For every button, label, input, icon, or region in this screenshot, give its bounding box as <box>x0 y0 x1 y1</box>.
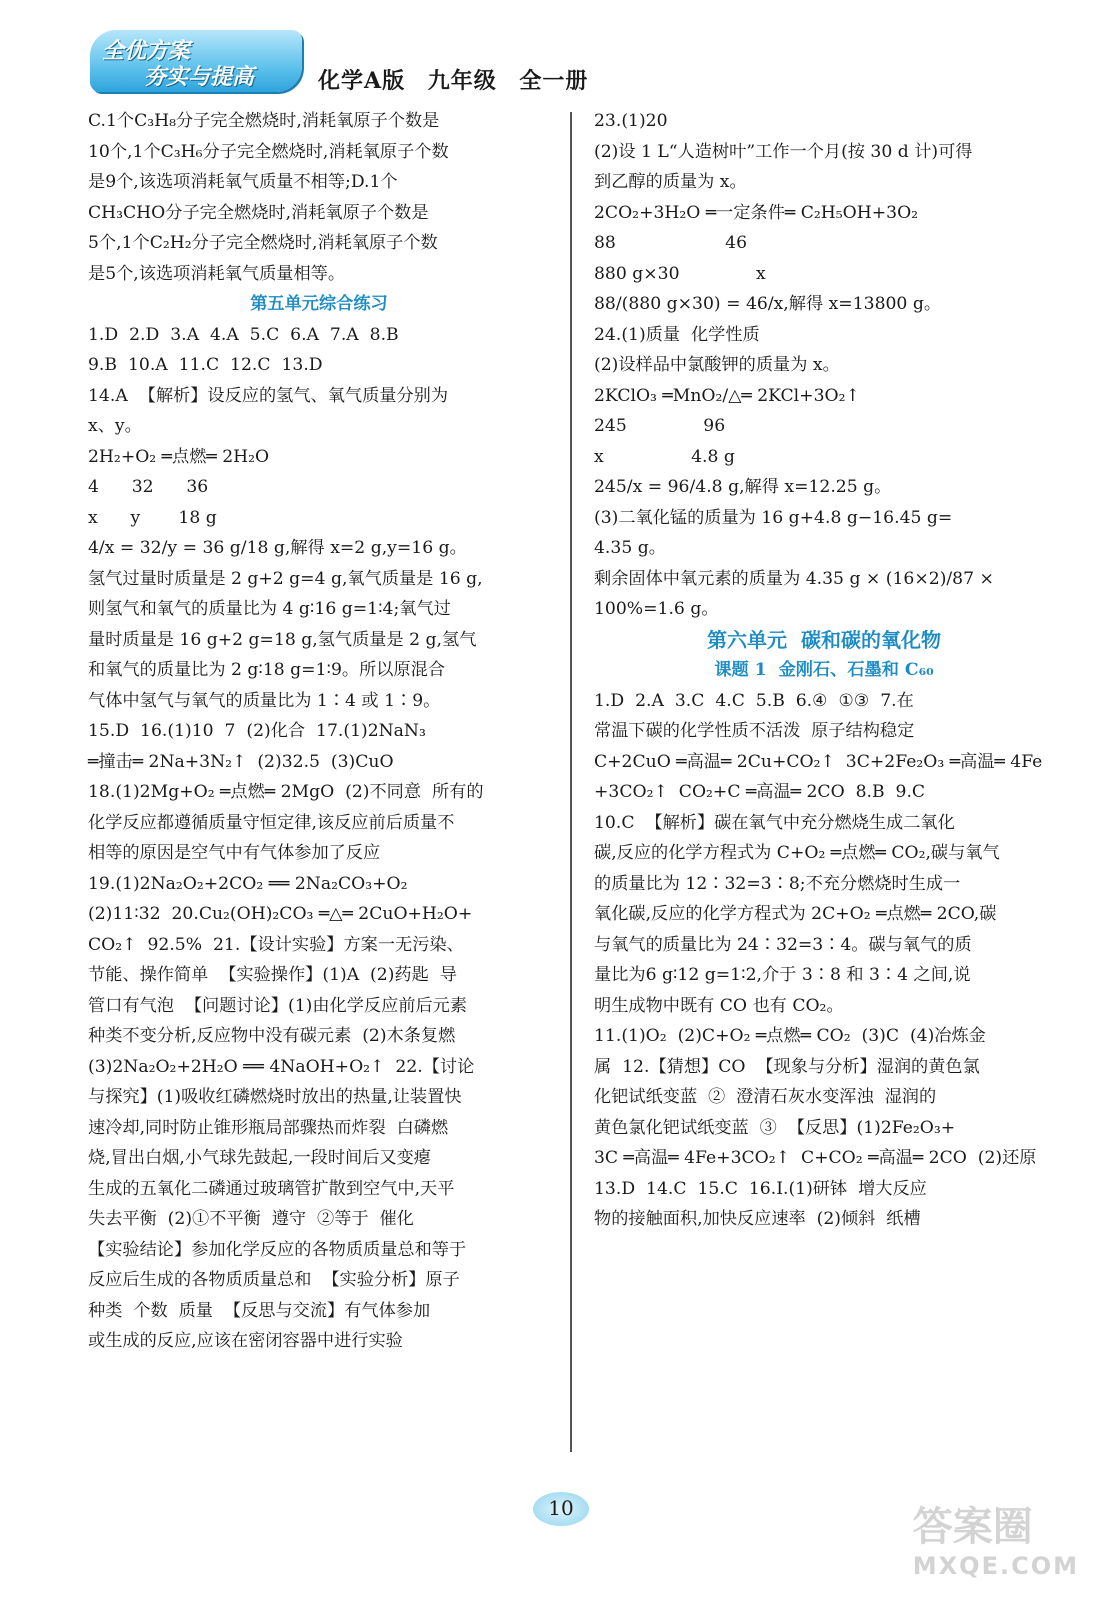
text-line: 速冷却,同时防止锥形瓶局部骤热而炸裂 白磷燃 <box>88 1117 449 1138</box>
watermark-text: 答案圈 <box>912 1504 1033 1550</box>
text-line: (2)设样品中氯酸钾的质量为 x。 <box>594 355 840 375</box>
section-heading: 第六单元 碳和碳的氧化物 <box>707 627 941 652</box>
watermark-url: MXQE.COM <box>912 1552 1079 1580</box>
text-line: 4 32 36 <box>88 477 209 497</box>
text-line: 黄色氯化钯试纸变蓝 ③ 【反思】(1)2Fe₂O₃+ <box>594 1117 956 1138</box>
text-line: C+2CuO ═高温═ 2Cu+CO₂↑ 3C+2Fe₂O₃ ═高温═ 4Fe <box>594 751 1043 772</box>
text-line: 与氧气的质量比为 24∶32=3∶4。碳与氧气的质 <box>594 934 972 955</box>
text-line: 1.D 2.D 3.A 4.A 5.C 6.A 7.A 8.B <box>88 324 399 345</box>
text-line: 是9个,该选项消耗氧气质量不相等;D.1个 <box>88 172 398 192</box>
text-line: 88/(880 g×30) = 46/x,解得 x=13800 g。 <box>594 294 942 314</box>
text-line: 2KClO₃ ═MnO₂/△═ 2KCl+3O₂↑ <box>594 385 860 406</box>
text-line: 2CO₂+3H₂O ═一定条件═ C₂H₅OH+3O₂ <box>594 202 919 223</box>
text-line: 18.(1)2Mg+O₂ ═点燃═ 2MgO (2)不同意 所有的 <box>88 782 484 802</box>
text-line: 【实验结论】参加化学反应的各物质质量总和等于 <box>88 1239 467 1260</box>
section-heading: 课题 1 金刚石、石墨和 C₆₀ <box>714 660 934 680</box>
section-heading: 第五单元综合练习 <box>250 294 388 314</box>
text-line: x 4.8 g <box>594 446 735 467</box>
text-line: 88 46 <box>594 233 748 253</box>
text-line: 23.(1)20 <box>594 111 668 131</box>
text-line: 10.C 【解析】碳在氧气中充分燃烧生成二氧化 <box>594 812 955 833</box>
text-line: CH₃CHO分子完全燃烧时,消耗氧原子个数是 <box>88 202 429 223</box>
text-line: 剩余固体中氧元素的质量为 4.35 g × (16×2)/87 × <box>594 568 994 589</box>
text-line: 与探究】(1)吸收红磷燃烧时放出的热量,让装置快 <box>88 1087 462 1107</box>
watermark <box>913 1495 1079 1580</box>
text-line: 245/x = 96/4.8 g,解得 x=12.25 g。 <box>594 477 892 497</box>
text-line: x y 18 g <box>88 507 217 528</box>
text-line: 14.A 【解析】设反应的氢气、氧气质量分别为 <box>88 385 449 406</box>
text-line: 种类不变分析,反应物中没有碳元素 (2)木条复燃 <box>88 1026 456 1046</box>
text-line: 19.(1)2Na₂O₂+2CO₂ ══ 2Na₂CO₃+O₂ <box>88 873 408 894</box>
text-line: (3)2Na₂O₂+2H₂O ══ 4NaOH+O₂↑ 22.【讨论 <box>88 1056 475 1077</box>
left-column <box>88 106 550 1357</box>
text-line: 9.B 10.A 11.C 12.C 13.D <box>88 355 323 375</box>
text-line: ═撞击═ 2Na+3N₂↑ (2)32.5 (3)CuO <box>88 751 394 772</box>
text-line: 和氧气的质量比为 2 g∶18 g=1∶9。所以原混合 <box>88 660 446 680</box>
column-divider <box>570 112 572 1452</box>
text-line: 3C ═高温═ 4Fe+3CO₂↑ C+CO₂ ═高温═ 2CO (2)还原 <box>594 1148 1037 1168</box>
text-line: 4.35 g。 <box>594 538 666 558</box>
text-line: 化钯试纸变蓝 ② 澄清石灰水变浑浊 湿润的 <box>594 1087 937 1107</box>
text-line: 种类 个数 质量 【反思与交流】有气体参加 <box>88 1300 431 1321</box>
text-line: 24.(1)质量 化学性质 <box>594 324 760 345</box>
text-line: 常温下碳的化学性质不活泼 原子结构稳定 <box>594 721 915 741</box>
text-line: 管口有气泡 【问题讨论】(1)由化学反应前后元素 <box>88 995 468 1016</box>
text-line: 245 96 <box>594 416 726 436</box>
text-line: 880 g×30 x <box>594 263 766 284</box>
text-line: 到乙醇的质量为 x。 <box>594 172 747 192</box>
page-number: 10 <box>521 1486 601 1530</box>
text-line: 相等的原因是空气中有气体参加了反应 <box>88 843 381 863</box>
text-line: C.1个C₃H₈分子完全燃烧时,消耗氧原子个数是 <box>88 111 440 131</box>
text-line: 化学反应都遵循质量守恒定律,该反应前后质量不 <box>88 812 455 833</box>
text-line: (2)设 1 L“人造树叶”工作一个月(按 30 d 计)可得 <box>594 141 973 162</box>
logo-line1: 全优方案 <box>102 39 191 64</box>
text-line: 气体中氢气与氧气的质量比为 1∶4 或 1∶9。 <box>88 690 441 711</box>
right-column <box>594 106 1054 1235</box>
text-line: 则氢气和氧气的质量比为 4 g∶16 g=1∶4;氧气过 <box>88 599 451 619</box>
text-line: 5个,1个C₂H₂分子完全燃烧时,消耗氧原子个数 <box>88 233 438 253</box>
text-line: 量比为6 g∶12 g=1∶2,介于 3∶8 和 3∶4 之间,说 <box>594 965 971 985</box>
text-line: 属 12.【猜想】CO 【现象与分析】湿润的黄色氯 <box>594 1056 980 1077</box>
text-line: 量时质量是 16 g+2 g=18 g,氢气质量是 2 g,氢气 <box>88 629 477 650</box>
text-line: 是5个,该选项消耗氧气质量相等。 <box>88 263 346 284</box>
text-line: 11.(1)O₂ (2)C+O₂ ═点燃═ CO₂ (3)C (4)冶炼金 <box>594 1026 986 1046</box>
text-line: 100%=1.6 g。 <box>594 599 719 619</box>
text-line: 13.D 14.C 15.C 16.Ⅰ.(1)研钵 增大反应 <box>594 1178 927 1199</box>
text-line: (2)11∶32 20.Cu₂(OH)₂CO₃ ═△═ 2CuO+H₂O+ <box>88 904 473 924</box>
brand-logo <box>90 30 302 92</box>
text-line: 2H₂+O₂ ═点燃═ 2H₂O <box>88 446 270 467</box>
text-line: 反应后生成的各物质质量总和 【实验分析】原子 <box>88 1270 460 1290</box>
text-line: 4/x = 32/y = 36 g/18 g,解得 x=2 g,y=16 g。 <box>88 538 467 558</box>
text-line: 15.D 16.(1)10 7 (2)化合 17.(1)2NaN₃ <box>88 721 426 741</box>
text-line: 氢气过量时质量是 2 g+2 g=4 g,氧气质量是 16 g, <box>88 568 483 589</box>
text-line: 烧,冒出白烟,小气球先鼓起,一段时间后又变瘪 <box>88 1148 431 1168</box>
text-line: 氧化碳,反应的化学方程式为 2C+O₂ ═点燃═ 2CO,碳 <box>594 904 997 924</box>
text-line: 碳,反应的化学方程式为 C+O₂ ═点燃═ CO₂,碳与氧气 <box>594 843 1000 863</box>
text-line: 的质量比为 12∶32=3∶8;不充分燃烧时生成一 <box>594 873 961 894</box>
logo-line2: 夯实与提高 <box>144 65 255 90</box>
text-line: 明生成物中既有 CO 也有 CO₂。 <box>594 995 844 1016</box>
text-line: 或生成的反应,应该在密闭容器中进行实验 <box>88 1331 403 1351</box>
text-line: 物的接触面积,加快反应速率 (2)倾斜 纸槽 <box>594 1209 921 1229</box>
text-line: 节能、操作简单 【实验操作】(1)A (2)药匙 导 <box>88 965 457 985</box>
text-line: (3)二氧化锰的质量为 16 g+4.8 g−16.45 g= <box>594 507 953 528</box>
text-line: 生成的五氧化二磷通过玻璃管扩散到空气中,天平 <box>88 1178 455 1199</box>
book-title: 化学A版 九年级 全一册 <box>318 68 589 94</box>
text-line: x、y。 <box>88 416 142 436</box>
text-line: +3CO₂↑ CO₂+C ═高温═ 2CO 8.B 9.C <box>594 782 926 802</box>
text-line: 10个,1个C₃H₆分子完全燃烧时,消耗氧原子个数 <box>88 141 449 162</box>
text-line: CO₂↑ 92.5% 21.【设计实验】方案一无污染、 <box>88 934 464 955</box>
text-line: 1.D 2.A 3.C 4.C 5.B 6.④ ①③ 7.在 <box>594 690 914 711</box>
text-line: 失去平衡 (2)①不平衡 遵守 ②等于 催化 <box>88 1209 414 1229</box>
